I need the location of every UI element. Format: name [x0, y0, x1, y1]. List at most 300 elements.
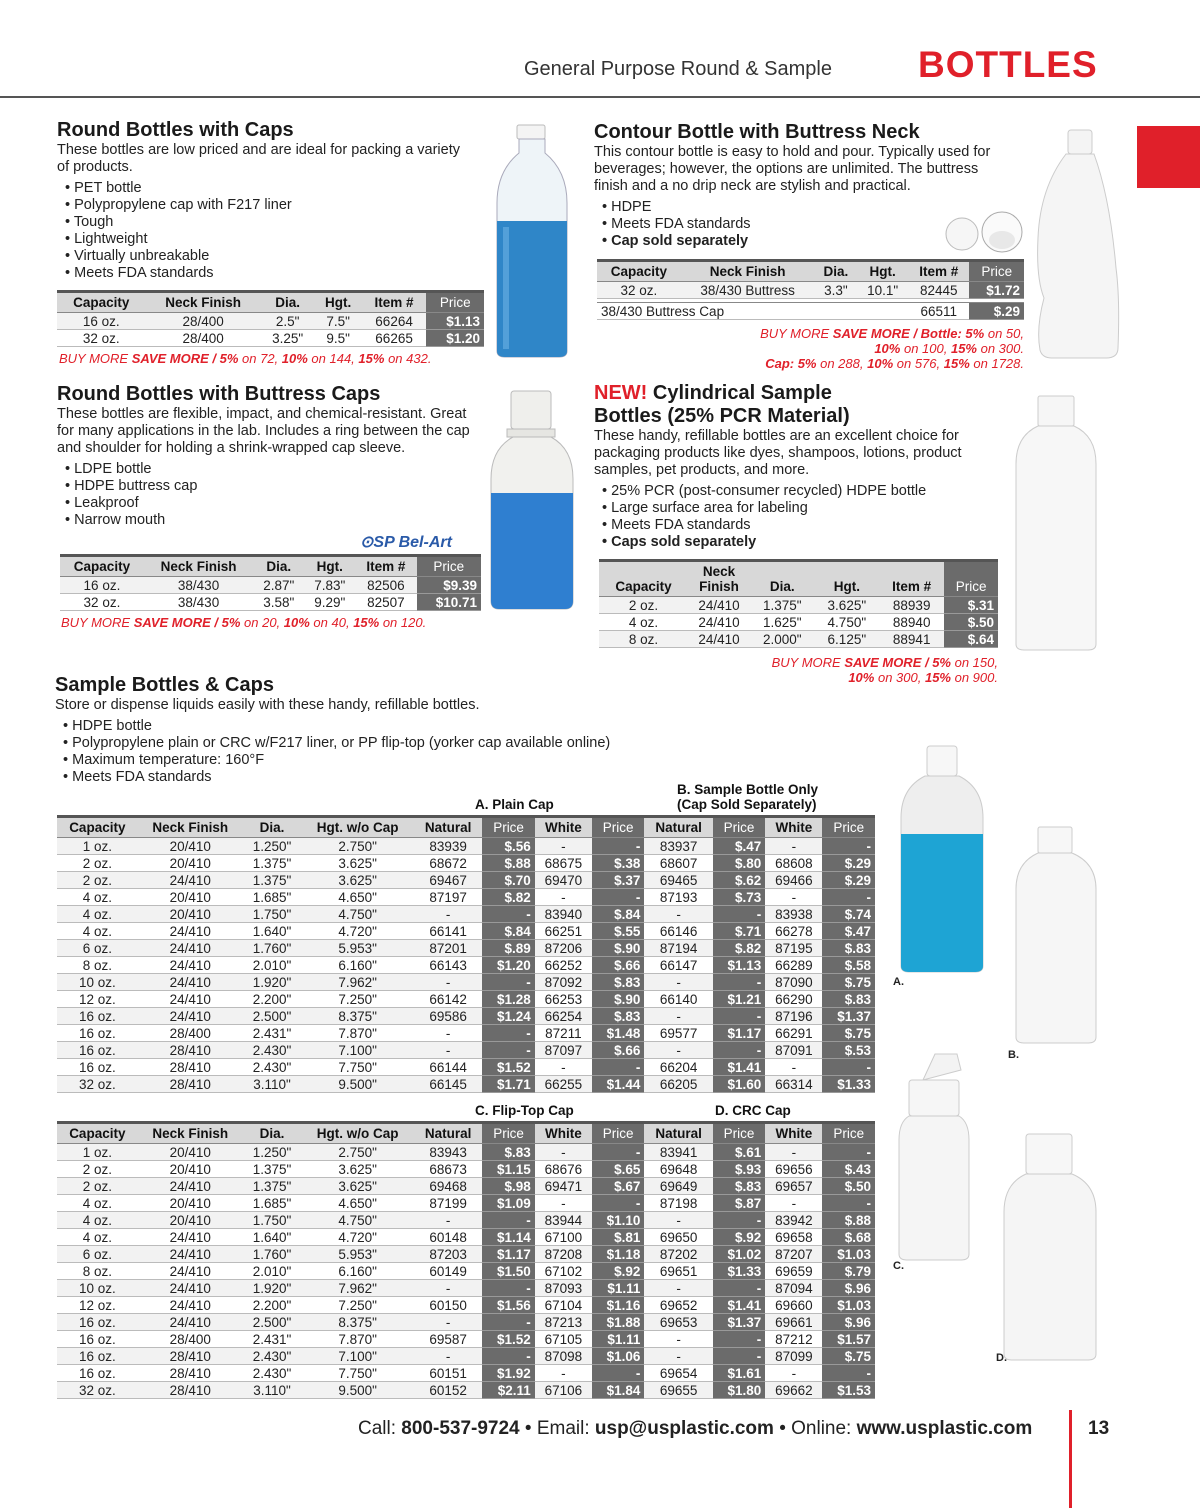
col-header: Capacity: [57, 292, 145, 313]
cell: 69657: [765, 1178, 822, 1195]
col-header: Hgt.: [304, 556, 355, 577]
cell: 1.750": [243, 906, 301, 923]
cell: 16 oz.: [57, 1331, 138, 1348]
section-tab: [1137, 126, 1200, 188]
cell: -: [765, 1195, 822, 1212]
price-cell: $1.03: [822, 1297, 875, 1314]
cell: 16 oz.: [57, 1025, 138, 1042]
price-cell: -: [713, 974, 765, 991]
cell: 1.760": [243, 940, 301, 957]
cell: 4.650": [301, 1195, 414, 1212]
price-cell: $1.48: [592, 1025, 644, 1042]
table-row: [57, 1025, 875, 1042]
price-cell: $.80: [713, 855, 765, 872]
col-header: Dia.: [815, 261, 858, 282]
cell: 87195: [765, 940, 822, 957]
col-header: White: [535, 1123, 592, 1144]
col-header: Price: [417, 556, 481, 577]
col-header: Dia.: [253, 556, 304, 577]
cell: 69659: [765, 1263, 822, 1280]
price-cell: -: [592, 1059, 644, 1076]
cell: 87207: [765, 1246, 822, 1263]
cell: 6.160": [301, 957, 414, 974]
cell: 7.100": [301, 1348, 414, 1365]
cell: 10 oz.: [57, 974, 138, 991]
price-cell: $1.15: [482, 1161, 534, 1178]
cell: 66253: [535, 991, 592, 1008]
col-header: Hgt.: [315, 292, 362, 313]
cell: 3.3": [815, 282, 858, 299]
cell: 69660: [765, 1297, 822, 1314]
cell: 4 oz.: [57, 1229, 138, 1246]
price-cell: $1.53: [822, 1382, 875, 1399]
cell: 66204: [644, 1059, 712, 1076]
price-cell: -: [822, 1365, 875, 1382]
cell: 1.375": [243, 855, 301, 872]
section-title: NEW! Cylindrical Sample Bottles (25% PCR Material): [594, 382, 850, 427]
table-row: [57, 906, 875, 923]
price-cell: $1.17: [482, 1246, 534, 1263]
col-header: Neck Finish: [144, 556, 253, 577]
cell: 4.650": [301, 889, 414, 906]
cell: 69587: [414, 1331, 482, 1348]
list-item: • HDPE buttress cap: [65, 478, 487, 495]
price-cell: -: [713, 906, 765, 923]
price-cell: $10.71: [417, 594, 481, 611]
col-header: Item #: [355, 556, 416, 577]
cell: 32 oz.: [597, 282, 681, 299]
cell: 28/410: [138, 1076, 243, 1093]
price-cell: -: [592, 838, 644, 855]
cell: 1.250": [243, 1144, 301, 1161]
section-desc: These bottles are low priced and are ideal for packing a variety of products.: [57, 142, 460, 175]
cell: 2.500": [243, 1314, 301, 1331]
cell: 4 oz.: [57, 923, 138, 940]
price-cell: $.68: [822, 1229, 875, 1246]
cell: 69652: [644, 1297, 712, 1314]
cell: 3.58": [253, 594, 304, 611]
table-row: [60, 594, 481, 611]
cell: 2.431": [243, 1025, 301, 1042]
cell: 24/410: [138, 1263, 243, 1280]
cell: 3.625": [301, 872, 414, 889]
section-title: Round Bottles with Caps: [57, 119, 294, 141]
cell: 68675: [535, 855, 592, 872]
cell: 24/410: [688, 631, 750, 648]
price-cell: -: [822, 1144, 875, 1161]
col-header: Price: [592, 817, 644, 838]
table-row: [57, 1059, 875, 1076]
price-cell: $1.37: [713, 1314, 765, 1331]
cell: -: [414, 1348, 482, 1365]
price-cell: $.90: [592, 991, 644, 1008]
col-header: Price: [713, 817, 765, 838]
col-header: Dia.: [261, 292, 315, 313]
cell: 16 oz.: [57, 313, 145, 330]
table-row: [57, 1076, 875, 1093]
section-round-bottles-caps: [57, 119, 487, 282]
cell: 67100: [535, 1229, 592, 1246]
group-label-c: C. Flip-Top Cap: [475, 1103, 574, 1118]
cell: 7.250": [301, 1297, 414, 1314]
table-row: [57, 991, 875, 1008]
cell: -: [414, 1212, 482, 1229]
cell: 60151: [414, 1365, 482, 1382]
cell: -: [765, 1365, 822, 1382]
cell: 1.685": [243, 1195, 301, 1212]
col-header: Item #: [879, 561, 944, 597]
cell: 82445: [908, 282, 969, 299]
cell: 87197: [414, 889, 482, 906]
price-cell: $1.20: [426, 330, 484, 347]
cell: 38/430 Buttress Cap: [597, 303, 908, 320]
table-row: [57, 1331, 875, 1348]
price-cell: -: [822, 1059, 875, 1076]
price-cell: $.70: [482, 872, 534, 889]
col-header: Price: [592, 1123, 644, 1144]
promo-text: BUY MORE SAVE MORE / 5% on 72, 10% on 144, 15% on 432.: [59, 351, 432, 366]
label-d: D.: [996, 1352, 1007, 1364]
promo-text: BUY MORE SAVE MORE / 5% on 20, 10% on 40, 15% on 120.: [61, 615, 427, 630]
cell: 7.962": [301, 1280, 414, 1297]
cell: -: [644, 1348, 712, 1365]
price-cell: $1.84: [592, 1382, 644, 1399]
sample-bottle-b-image: [1010, 823, 1102, 1045]
cell: 24/410: [138, 923, 243, 940]
col-header: Natural: [414, 817, 482, 838]
table-row: [57, 872, 875, 889]
email-link[interactable]: usp@usplastic.com: [594, 1418, 774, 1439]
cell: 66141: [414, 923, 482, 940]
col-header: White: [535, 817, 592, 838]
price-cell: $.64: [944, 631, 998, 648]
list-item: • Meets FDA standards: [602, 517, 1014, 534]
cell: 2.500": [243, 1008, 301, 1025]
list-item: • Cap sold separately: [602, 233, 1014, 250]
cell: 68676: [535, 1161, 592, 1178]
cell: 7.83": [304, 577, 355, 594]
col-header: Neck Finish: [681, 261, 815, 282]
cell: 67106: [535, 1382, 592, 1399]
price-cell: $.87: [713, 1195, 765, 1212]
cell: 1.920": [243, 1280, 301, 1297]
cell: 66264: [362, 313, 427, 330]
promo-text: BUY MORE SAVE MORE / Bottle: 5% on 50, 10% on 100, 15% on 300. Cap: 5% on 288, 10% on 576, 15% on 1728.: [760, 326, 1024, 371]
price-cell: $1.10: [592, 1212, 644, 1229]
phone-link[interactable]: 800-537-9724: [401, 1418, 520, 1439]
cell: 1.375": [243, 1178, 301, 1195]
cell: 1 oz.: [57, 838, 138, 855]
cell: 3.25": [261, 330, 315, 347]
table-row: [57, 1314, 875, 1331]
price-cell: $.29: [969, 303, 1024, 320]
cell: 67102: [535, 1263, 592, 1280]
cell: 2.430": [243, 1042, 301, 1059]
cell: 16 oz.: [57, 1042, 138, 1059]
cell: 9.500": [301, 1076, 414, 1093]
table-row: [57, 1042, 875, 1059]
cell: 1.375": [243, 1161, 301, 1178]
col-header: Price: [426, 292, 484, 313]
cell: 2 oz.: [57, 872, 138, 889]
cell: -: [414, 1280, 482, 1297]
list-item: • HDPE: [602, 199, 1014, 216]
cell: -: [644, 906, 712, 923]
price-cell: $.47: [822, 923, 875, 940]
table-row: [57, 1382, 875, 1399]
cell: 3.110": [243, 1382, 301, 1399]
price-cell: $1.16: [592, 1297, 644, 1314]
table-row: [57, 855, 875, 872]
cell: 83944: [535, 1212, 592, 1229]
cell: 69661: [765, 1314, 822, 1331]
feature-list: [602, 483, 1014, 551]
cell: 28/410: [138, 1382, 243, 1399]
cell: 6 oz.: [57, 940, 138, 957]
col-header: Natural: [414, 1123, 482, 1144]
cell: 87097: [535, 1042, 592, 1059]
price-cell: $.83: [592, 974, 644, 991]
cell: 24/410: [138, 974, 243, 991]
cell: 69466: [765, 872, 822, 889]
cell: 7.750": [301, 1365, 414, 1382]
cell: 66146: [644, 923, 712, 940]
cell: 66142: [414, 991, 482, 1008]
cell: 87196: [765, 1008, 822, 1025]
cell: 32 oz.: [57, 1076, 138, 1093]
cell: 3.625": [301, 1161, 414, 1178]
cell: -: [765, 838, 822, 855]
cell: 83940: [535, 906, 592, 923]
cylindrical-bottle-image: [1010, 392, 1102, 652]
price-cell: $.66: [592, 1042, 644, 1059]
cell: 83938: [765, 906, 822, 923]
group-label-a: A. Plain Cap: [475, 797, 554, 812]
table-row: [57, 1195, 875, 1212]
cell: 6.125": [815, 631, 880, 648]
cell: 2 oz.: [599, 597, 688, 614]
price-cell: -: [482, 1280, 534, 1297]
cell: -: [414, 1025, 482, 1042]
cell: 8 oz.: [599, 631, 688, 648]
cell: 24/410: [138, 1314, 243, 1331]
price-cell: $.82: [482, 889, 534, 906]
price-cell: $.93: [713, 1161, 765, 1178]
cell: 3.625": [815, 597, 880, 614]
price-cell: $1.18: [592, 1246, 644, 1263]
price-cell: -: [713, 1280, 765, 1297]
cell: 16 oz.: [57, 1314, 138, 1331]
price-cell: -: [713, 1042, 765, 1059]
col-header: White: [765, 1123, 822, 1144]
cell: 87193: [644, 889, 712, 906]
cell: 4 oz.: [599, 614, 688, 631]
cell: 20/410: [138, 1161, 243, 1178]
table-row: [57, 1212, 875, 1229]
cell: 66254: [535, 1008, 592, 1025]
price-cell: $.88: [482, 855, 534, 872]
header-title: BOTTLES: [918, 44, 1098, 85]
cell: 82506: [355, 577, 416, 594]
price-cell: $.90: [592, 940, 644, 957]
section-buttress-caps: [57, 383, 487, 529]
col-header: Price: [969, 261, 1024, 282]
cell: 20/410: [138, 1212, 243, 1229]
price-cell: $1.33: [822, 1076, 875, 1093]
group-label-b: B. Sample Bottle Only (Cap Sold Separately): [677, 782, 819, 812]
cell: 2.200": [243, 991, 301, 1008]
cell: 69577: [644, 1025, 712, 1042]
price-cell: -: [822, 838, 875, 855]
col-header: Dia.: [243, 1123, 301, 1144]
cell: 69654: [644, 1365, 712, 1382]
cell: 20/410: [138, 1195, 243, 1212]
cell: -: [644, 1331, 712, 1348]
cell: 69651: [644, 1263, 712, 1280]
price-cell: $.66: [592, 957, 644, 974]
cell: 60152: [414, 1382, 482, 1399]
cell: 24/410: [138, 940, 243, 957]
price-cell: $1.02: [713, 1246, 765, 1263]
cell: 7.870": [301, 1025, 414, 1042]
col-header: Price: [482, 817, 534, 838]
cell: 88939: [879, 597, 944, 614]
price-cell: $.96: [822, 1314, 875, 1331]
price-cell: $.92: [713, 1229, 765, 1246]
price-cell: $.61: [713, 1144, 765, 1161]
cell: 16 oz.: [57, 1008, 138, 1025]
cell: 66252: [535, 957, 592, 974]
cell: 87213: [535, 1314, 592, 1331]
cell: 1.375": [750, 597, 815, 614]
cell: 69586: [414, 1008, 482, 1025]
cell: 24/410: [138, 1178, 243, 1195]
price-cell: $1.56: [482, 1297, 534, 1314]
cell: -: [535, 838, 592, 855]
price-cell: -: [822, 889, 875, 906]
cell: -: [414, 974, 482, 991]
cell: 2 oz.: [57, 1161, 138, 1178]
price-cell: $.82: [713, 940, 765, 957]
table-row: [57, 1246, 875, 1263]
price-cell: $1.71: [482, 1076, 534, 1093]
price-cell: -: [822, 1195, 875, 1212]
cell: 2 oz.: [57, 1178, 138, 1195]
cell: 87203: [414, 1246, 482, 1263]
cell: 20/410: [138, 889, 243, 906]
table-row: [599, 631, 998, 648]
cell: 66314: [765, 1076, 822, 1093]
cell: 2 oz.: [57, 855, 138, 872]
sample-table-ab: [57, 815, 875, 1093]
cell: 83943: [414, 1144, 482, 1161]
list-item: • Meets FDA standards: [602, 216, 1014, 233]
list-item: • Virtually unbreakable: [65, 248, 487, 265]
col-header: Natural: [644, 817, 712, 838]
col-header: Capacity: [57, 817, 138, 838]
cell: 1.640": [243, 923, 301, 940]
cell: 87090: [765, 974, 822, 991]
price-cell: -: [482, 974, 534, 991]
cell: 24/410: [138, 872, 243, 889]
cell: 87094: [765, 1280, 822, 1297]
price-cell: $.62: [713, 872, 765, 889]
table-row: [60, 577, 481, 594]
cell: 66140: [644, 991, 712, 1008]
cell: 1.750": [243, 1212, 301, 1229]
cell: 66289: [765, 957, 822, 974]
cell: 1.760": [243, 1246, 301, 1263]
section-sample-bottles: [55, 674, 755, 786]
website-link[interactable]: www.usplastic.com: [856, 1418, 1033, 1439]
col-header: Hgt.: [857, 261, 908, 282]
price-cell: -: [592, 1144, 644, 1161]
col-header: Capacity: [599, 561, 688, 597]
col-header: Capacity: [60, 556, 144, 577]
price-cell: $.43: [822, 1161, 875, 1178]
cell: 82507: [355, 594, 416, 611]
price-cell: $1.11: [592, 1331, 644, 1348]
cell: 32 oz.: [60, 594, 144, 611]
price-cell: $.65: [592, 1161, 644, 1178]
promo-text: BUY MORE SAVE MORE / 5% on 150, 10% on 300, 15% on 900.: [771, 655, 998, 685]
price-cell: $1.61: [713, 1365, 765, 1382]
price-cell: $.75: [822, 974, 875, 991]
cell: 66278: [765, 923, 822, 940]
price-cell: $1.44: [592, 1076, 644, 1093]
price-cell: $1.72: [969, 282, 1024, 299]
price-cell: $.47: [713, 838, 765, 855]
cell: 28/410: [138, 1365, 243, 1382]
table-row: [57, 1144, 875, 1161]
col-header: Capacity: [597, 261, 681, 282]
cell: 69470: [535, 872, 592, 889]
cell: -: [765, 889, 822, 906]
cell: 28/410: [138, 1348, 243, 1365]
cell: 87091: [765, 1042, 822, 1059]
list-item: • 25% PCR (post-consumer recycled) HDPE bottle: [602, 483, 1014, 500]
cell: 66265: [362, 330, 427, 347]
cell: 69467: [414, 872, 482, 889]
price-cell: $.56: [482, 838, 534, 855]
col-header: Capacity: [57, 1123, 138, 1144]
cell: 87098: [535, 1348, 592, 1365]
cell: 7.962": [301, 974, 414, 991]
cell: 8 oz.: [57, 1263, 138, 1280]
cell: 66511: [908, 303, 969, 320]
list-item: • Leakproof: [65, 495, 487, 512]
table-row: [597, 282, 1024, 299]
cell: 16 oz.: [57, 1059, 138, 1076]
cell: 16 oz.: [60, 577, 144, 594]
list-item: • HDPE bottle: [63, 718, 755, 735]
table-row: [57, 1365, 875, 1382]
cell: 66205: [644, 1076, 712, 1093]
cell: 68672: [414, 855, 482, 872]
cell: 20/410: [138, 1144, 243, 1161]
price-cell: $.89: [482, 940, 534, 957]
cell: 2.430": [243, 1365, 301, 1382]
price-cell: $1.52: [482, 1331, 534, 1348]
section-desc: These handy, refillable bottles are an excellent choice for packaging products like dyes, shampoos, lotions, product samples, pet products, and more.: [594, 428, 962, 478]
cell: 87194: [644, 940, 712, 957]
cell: 87201: [414, 940, 482, 957]
sample-bottle-c-image: [895, 1050, 975, 1262]
cell: 20/410: [138, 855, 243, 872]
cell: 83939: [414, 838, 482, 855]
cell: 32 oz.: [57, 330, 145, 347]
sample-bottle-a-image: [895, 742, 991, 974]
